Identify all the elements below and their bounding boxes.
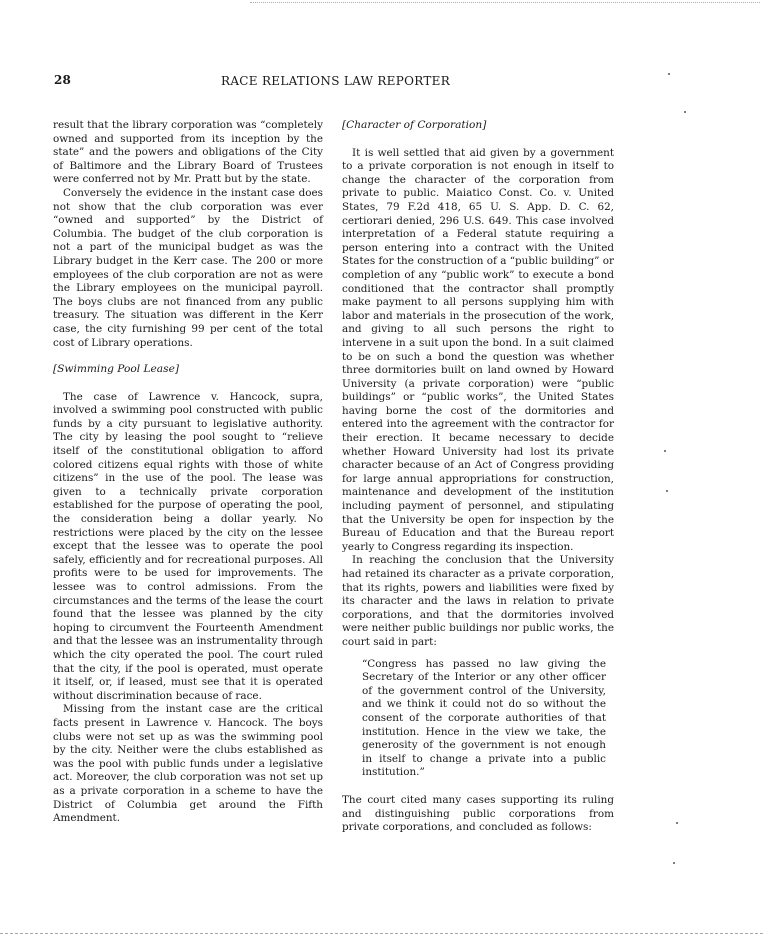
right-column [342,119,614,835]
scan-speck [668,73,670,75]
block-quote [342,658,614,780]
page-number: 28 [54,73,72,87]
paragraph: Conversely the evidence in the instant case does not show that the club corporation was ever “owned and supported” by the District of Columbia. The budget of the club corporation is not a part of the municipal budget as was the Library budget in the Kerr case. The 200 or more employees of the club corporation are not as were the Library employees on the municipal payroll. The boys clubs are not financed from any public treasury. The situation was different in the Kerr case, the city furnishing 99 per cent of the total cost of Library operations. [53,186,323,349]
paragraph: Missing from the instant case are the critical facts present in Lawrence v. Hancock. The boys clubs were not set up as was the swimming pool by the city. Neither were the clubs established as was the pool with public funds under a legislative act. Moreover, the club corporation was not set up as a private corporation in a scheme to have the District of Columbia get around the Fifth Amendment. [53,703,323,825]
paragraph: The court cited many cases supporting its ruling and distinguishing public corporations from private corporations, and concluded as follows: [342,793,614,834]
section-heading: [Swimming Pool Lease] [53,363,179,376]
scan-speck [676,822,678,824]
section-heading: [Character of Corporation] [342,119,487,131]
scan-speck [664,450,666,452]
quote-text: “Congress has passed no law giving the Secretary of the Interior or any other officer of the government control of the University, and we think it could not do so without the consent of the corporate authorities of that institution. Hence in the view we take, the generosity of the government is not enough in itself to change a private into a public institution.” [362,657,606,779]
running-head: RACE RELATIONS LAW REPORTER [221,74,451,88]
scan-speck [666,490,668,492]
top-scan-edge [250,2,760,3]
left-column [53,119,323,826]
paragraph: result that the library corporation was “completely owned and supported from its inception by the state” and the powers and obligations of the City of Baltimore and the Library Board of Trustees were conferred not by Mr. Pratt but by the state. [53,119,323,186]
bottom-scan-edge [0,933,763,934]
scan-speck [673,862,675,864]
paragraph: The case of Lawrence v. Hancock, supra, involved a swimming pool constructed with public funds by a city pursuant to legislative authority. The city by leasing the pool sought to “relieve itself of the constitutional obligation to afford colored citizens equal rights with those of white citizens” in the use of the pool. The lease was given to a technically private corporation established for the purpose of operating the pool, the consideration being a dollar yearly. No restrictions were placed by the city on the lessee except that the lessee was to operate the pool safely, efficiently and for recreational purposes. All profits were to be used for improvements. The lessee was to control admissions. From the circumstances and the terms of the lease the court found that the lessee was planned by the city hoping to circumvent the Fourteenth Amendment and that the lessee was an instrumentality through which the city operated the pool. The court ruled that the city, if the pool is operated, must operate it itself, or, if leased, must see that it is operated without discrimination because of race. [53,390,323,702]
paragraph: It is well settled that aid given by a government to a private corporation is not enough in itself to change the character of the corporation from private to public. Maiatico Const. Co. v. United States, 79 F.2d 418, 65 U. S. App. D. C. 62, certiorari denied, 296 U.S. 649. This case involved interpretation of a Federal statute requiring a person entering into a contract with the United States for the construction of a “public building” or completion of any “public work” to execute a bond conditioned that the contractor shall promptly make payment to all persons supplying him with labor and materials in the prosecution of the work, and giving to all such persons the right to intervene in a suit upon the bond. In a suit claimed to be on such a bond the question was whether three dormitories built on land owned by Howard University (a private corporation) were “public buildings” or “public works”, the United States having borne the cost of the dormitories and entered into the agreement with the contractor for their erection. It became necessary to decide whether Howard University had lost its private character because of an Act of Congress providing for large annual appropriations for construction, maintenance and development of the institution including payment of personnel, and stipulating that the University be open for inspection by the Bureau of Education and that the Bureau report yearly to Congress regarding its inspection. [342,146,614,553]
scan-speck [684,111,686,113]
paragraph: In reaching the conclusion that the University had retained its character as a private corporation, that its rights, powers and liabilities were fixed by its character and the laws in relation to private corporations, and that the dormitories involved were neither public buildings nor public works, the court said in part: [342,554,614,648]
